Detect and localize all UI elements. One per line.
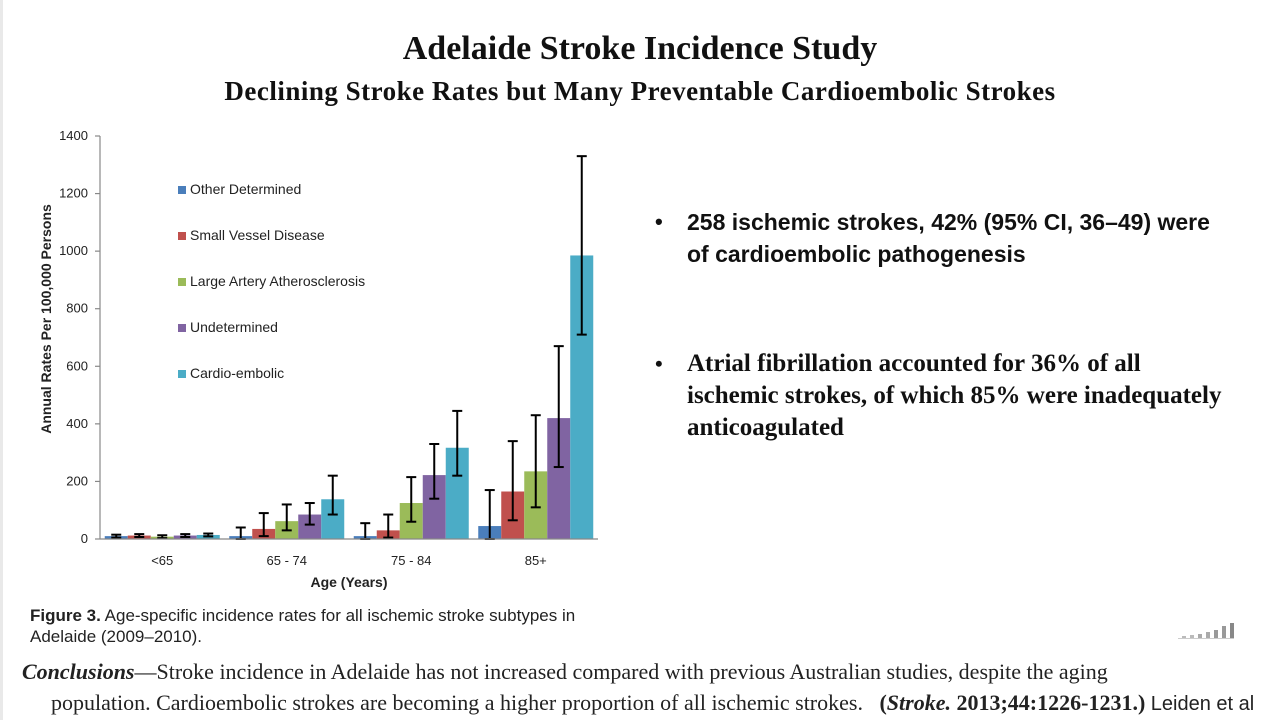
conclusions-line-2: population. Cardioembolic strokes are becoming a higher proportion of all ischemic strokes.	[51, 690, 863, 715]
bullet-text: Atrial fibrillation accounted for 36% of all ischemic strokes, of which 85% were inadequately anticoagulated	[687, 350, 1222, 441]
legend-label: Cardio-embolic	[190, 365, 285, 381]
y-tick-label: 1400	[59, 128, 88, 143]
legend-label: Large Artery Atherosclerosis	[190, 273, 366, 289]
bullet-item	[655, 348, 1225, 444]
author: Leiden et al	[1150, 693, 1255, 715]
conclusions-line-1: Stroke incidence in Adelaide has not increased compared with previous Australian studies, despite the aging	[156, 659, 1108, 684]
legend-swatch	[178, 324, 186, 332]
conclusions-dash: —	[134, 659, 157, 684]
error-bars	[111, 156, 587, 539]
journal-name: Stroke.	[886, 690, 951, 715]
bullet-list	[655, 206, 1225, 444]
figure-caption	[30, 605, 590, 647]
conclusions-label: Conclusions	[22, 659, 135, 684]
legend-swatch	[178, 186, 186, 194]
y-axis-ticks	[59, 128, 100, 546]
y-tick-label: 1000	[59, 243, 88, 259]
bullet-dot-icon: •	[655, 351, 663, 376]
y-tick-label: 1200	[59, 185, 88, 201]
y-axis-label: Annual Rates Per 100,000 Persons	[38, 204, 54, 434]
legend-label: Other Determined	[190, 181, 302, 197]
y-tick-label: 400	[66, 415, 88, 431]
legend-swatch	[178, 232, 186, 240]
citation-open: (	[879, 690, 887, 715]
y-tick-label: 800	[66, 300, 88, 316]
stroke-incidence-chart	[0, 120, 620, 600]
legend-label: Undetermined	[190, 319, 278, 335]
x-axis-label: Age (Years)	[310, 574, 388, 590]
slide-subtitle: Declining Stroke Rates but Many Preventable Cardioembolic Strokes	[224, 76, 1056, 106]
legend	[178, 181, 365, 381]
x-tick-label: 85+	[524, 553, 547, 568]
legend-swatch	[178, 278, 186, 286]
legend-swatch	[178, 370, 186, 378]
slide-thumbnail-icon	[1176, 620, 1238, 644]
y-tick-label: 0	[80, 531, 88, 546]
x-tick-label: <65	[151, 553, 174, 568]
x-axis-categories	[151, 553, 547, 568]
x-tick-label: 75 - 84	[391, 553, 432, 568]
figure-caption-label: Figure 3.	[30, 606, 101, 625]
y-tick-label: 600	[66, 358, 88, 374]
bullet-text: 258 ischemic strokes, 42% (95% CI, 36–49) were of cardioembolic pathogenesis	[687, 209, 1210, 267]
citation	[879, 690, 1145, 715]
bars	[105, 255, 594, 539]
slide-title: Adelaide Stroke Incidence Study	[402, 30, 878, 67]
bullet-dot-icon: •	[655, 209, 663, 234]
x-tick-label: 65 - 74	[266, 553, 307, 568]
conclusions	[22, 656, 1272, 720]
citation-ref: 2013;44:1226-1231.)	[950, 690, 1146, 715]
y-tick-label: 200	[66, 473, 88, 489]
bullet-item	[655, 206, 1225, 270]
figure-caption-text: Age-specific incidence rates for all ischemic stroke subtypes in Adelaide (2009–2010).	[30, 606, 576, 646]
legend-label: Small Vessel Disease	[190, 227, 325, 243]
